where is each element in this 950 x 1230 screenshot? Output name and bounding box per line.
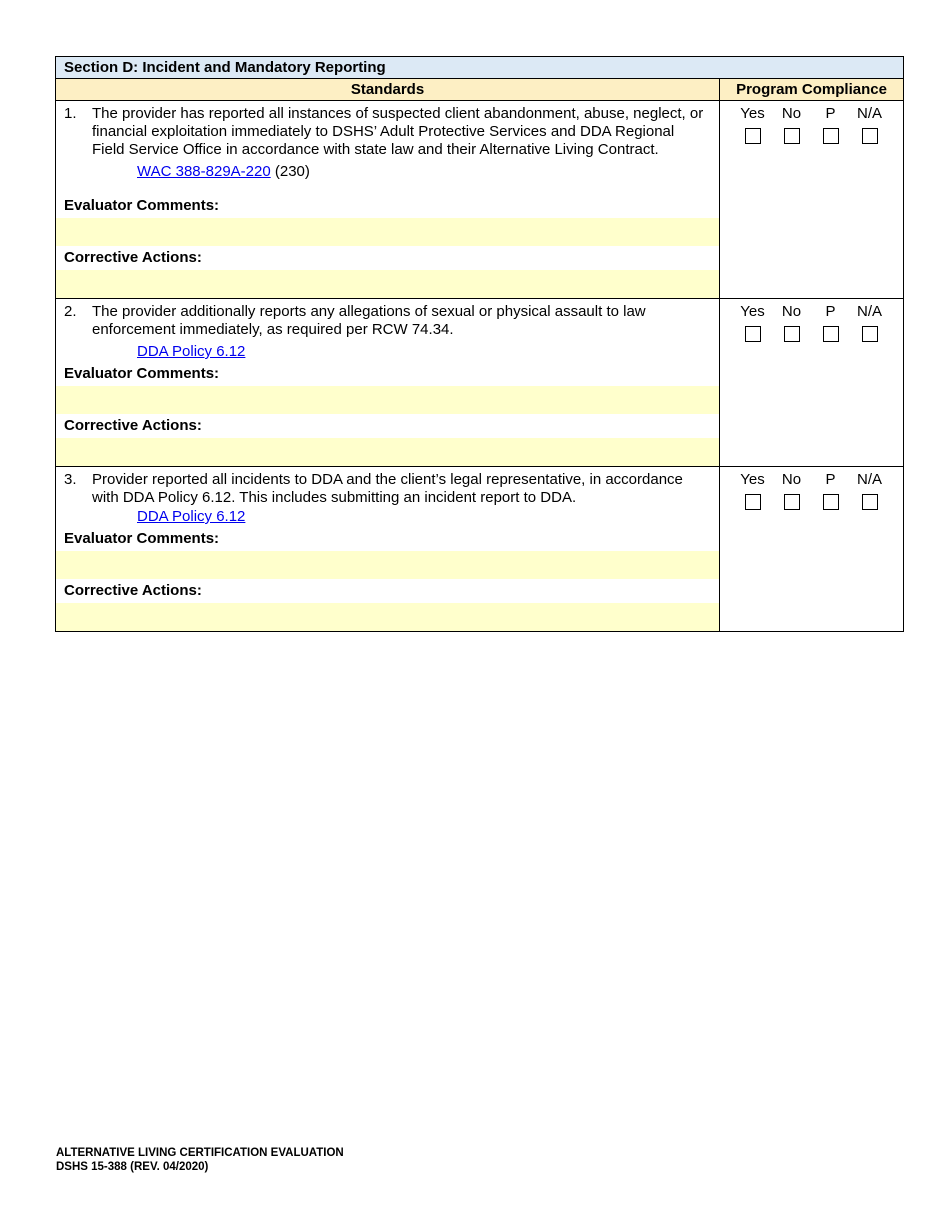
na-label: N/A	[856, 471, 882, 488]
corrective-actions-label: Corrective Actions:	[64, 417, 202, 434]
partial-checkbox[interactable]	[823, 494, 839, 510]
evaluator-comments-field[interactable]	[56, 218, 719, 246]
no-label: No	[781, 303, 802, 320]
partial-label: P	[825, 303, 836, 320]
evaluator-comments-label: Evaluator Comments:	[64, 530, 220, 547]
standard-text: The provider additionally reports any allegations of sexual or physical assault to law enforcement immediately, as required per RCW 74.34.	[92, 303, 646, 338]
partial-checkbox[interactable]	[823, 128, 839, 144]
yes-label: Yes	[740, 471, 765, 488]
evaluator-comments-field[interactable]	[56, 551, 719, 579]
no-label: No	[781, 471, 802, 488]
evaluator-comments-field[interactable]	[56, 386, 719, 414]
partial-label: P	[825, 471, 836, 488]
standard-text: The provider has reported all instances of suspected client abandonment, abuse, neglect, or financial exploitation immediately to DSHS’ Adult Protective Services and DDA Regional Field Service Office in accordance with state law and their Alternative Living Contract.	[92, 105, 704, 158]
na-label: N/A	[856, 105, 882, 122]
dda-policy-link[interactable]: DDA Policy 6.12	[137, 343, 246, 360]
standards-header: Standards	[56, 79, 720, 101]
na-checkbox[interactable]	[862, 494, 878, 510]
no-checkbox[interactable]	[784, 326, 800, 342]
section-title: Section D: Incident and Mandatory Reporting	[56, 57, 904, 79]
no-checkbox[interactable]	[784, 128, 800, 144]
form-title: ALTERNATIVE LIVING CERTIFICATION EVALUATION	[56, 1147, 344, 1159]
standard-text: Provider reported all incidents to DDA and the client’s legal representative, in accordance with DDA Policy 6.12. This includes submitting an incident report to DDA.	[92, 471, 683, 506]
no-checkbox[interactable]	[784, 494, 800, 510]
evaluator-comments-label: Evaluator Comments:	[64, 365, 220, 382]
yes-label: Yes	[740, 303, 765, 320]
corrective-actions-label: Corrective Actions:	[64, 582, 202, 599]
yes-checkbox[interactable]	[745, 326, 761, 342]
corrective-actions-field[interactable]	[56, 438, 719, 466]
form-number: DSHS 15-388 (REV. 04/2020)	[56, 1161, 209, 1173]
na-checkbox[interactable]	[862, 326, 878, 342]
corrective-actions-field[interactable]	[56, 270, 719, 298]
standard-number: 3.	[64, 471, 77, 488]
partial-checkbox[interactable]	[823, 326, 839, 342]
corrective-actions-field[interactable]	[56, 603, 719, 631]
yes-checkbox[interactable]	[745, 128, 761, 144]
standard-number: 1.	[64, 105, 77, 122]
partial-label: P	[825, 105, 836, 122]
standard-row-3	[56, 467, 904, 632]
wac-reference-link[interactable]: WAC 388-829A-220	[137, 163, 271, 180]
page-footer	[56, 1146, 344, 1174]
yes-checkbox[interactable]	[745, 494, 761, 510]
standard-number: 2.	[64, 303, 77, 320]
no-label: No	[781, 105, 802, 122]
yes-label: Yes	[740, 105, 765, 122]
incident-reporting-table	[55, 56, 904, 632]
dda-policy-link[interactable]: DDA Policy 6.12	[137, 508, 246, 525]
standard-row-2	[56, 299, 904, 467]
corrective-actions-label: Corrective Actions:	[64, 249, 202, 266]
na-checkbox[interactable]	[862, 128, 878, 144]
evaluator-comments-label: Evaluator Comments:	[64, 197, 220, 214]
compliance-header: Program Compliance	[720, 79, 904, 101]
standard-row-1	[56, 101, 904, 299]
reference-suffix: (230)	[270, 163, 310, 180]
na-label: N/A	[856, 303, 882, 320]
